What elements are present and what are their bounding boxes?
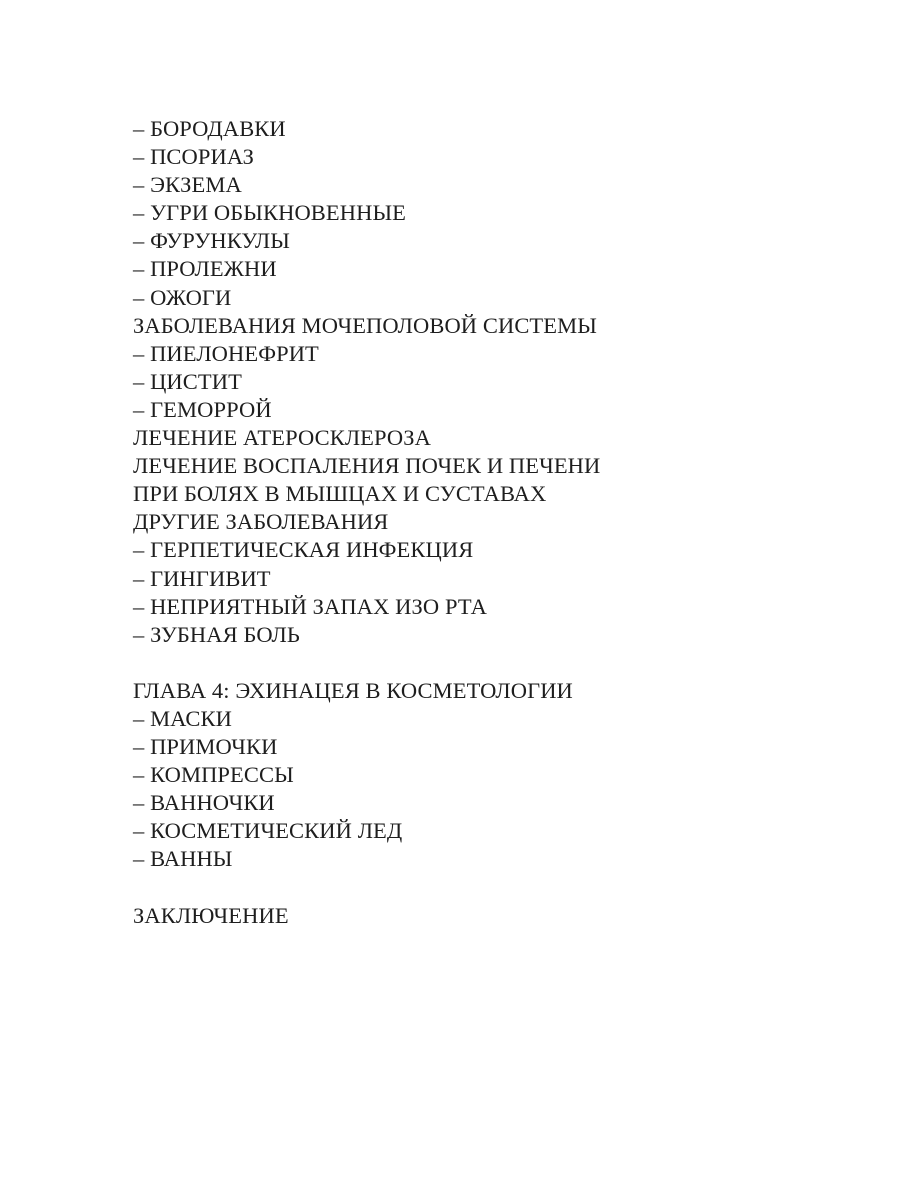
toc-item-warts: – БОРОДАВКИ [133,116,286,141]
toc-item-foot-baths: – ВАННОЧКИ [133,790,275,816]
toc-heading-kidney-liver: ЛЕЧЕНИЕ ВОСПАЛЕНИЯ ПОЧЕК И ПЕЧЕНИ [133,453,601,479]
toc-item-cosmetic-ice: – КОСМЕТИЧЕСКИЙ ЛЕД [133,818,403,844]
toc-item-bad-breath: – НЕПРИЯТНЫЙ ЗАПАХ ИЗО РТА [133,593,487,619]
toc-item-furuncles: – ФУРУНКУЛЫ [133,228,290,254]
toc-item-gingivitis: – ГИНГИВИТ [133,565,271,591]
toc-item-toothache: – ЗУБНАЯ БОЛЬ [133,621,300,647]
toc-item-psoriasis: – ПСОРИАЗ [133,144,255,170]
toc-item-acne: – УГРИ ОБЫКНОВЕННЫЕ [133,200,407,226]
toc-item-masks: – МАСКИ [133,705,232,731]
toc-chapter-4: ГЛАВА 4: ЭХИНАЦЕЯ В КОСМЕТОЛОГИИ [133,677,573,703]
toc-item-herpes: – ГЕРПЕТИЧЕСКАЯ ИНФЕКЦИЯ [133,537,474,563]
toc-heading-urogenital: ЗАБОЛЕВАНИЯ МОЧЕПОЛОВОЙ СИСТЕМЫ [133,312,597,338]
toc-item-burns: – ОЖОГИ [133,284,232,310]
toc-item-hemorrhoids: – ГЕМОРРОЙ [133,396,272,422]
toc-item-pyelonephritis: – ПИЕЛОНЕФРИТ [133,340,319,366]
toc-item-baths: – ВАННЫ [133,846,233,872]
toc-heading-muscle-joint: ПРИ БОЛЯХ В МЫШЦАХ И СУСТАВАХ [133,481,547,507]
toc-heading-atherosclerosis: ЛЕЧЕНИЕ АТЕРОСКЛЕРОЗА [133,425,431,451]
table-of-contents [133,115,833,930]
toc-item-eczema: – ЭКЗЕМА [133,172,242,198]
toc-item-cystitis: – ЦИСТИТ [133,368,242,394]
toc-item-bedsores: – ПРОЛЕЖНИ [133,256,277,282]
toc-conclusion: ЗАКЛЮЧЕНИЕ [133,902,289,928]
toc-item-lotions: – ПРИМОЧКИ [133,734,278,760]
toc-item-compresses: – КОМПРЕССЫ [133,762,294,788]
toc-heading-other-diseases: ДРУГИЕ ЗАБОЛЕВАНИЯ [133,509,389,535]
